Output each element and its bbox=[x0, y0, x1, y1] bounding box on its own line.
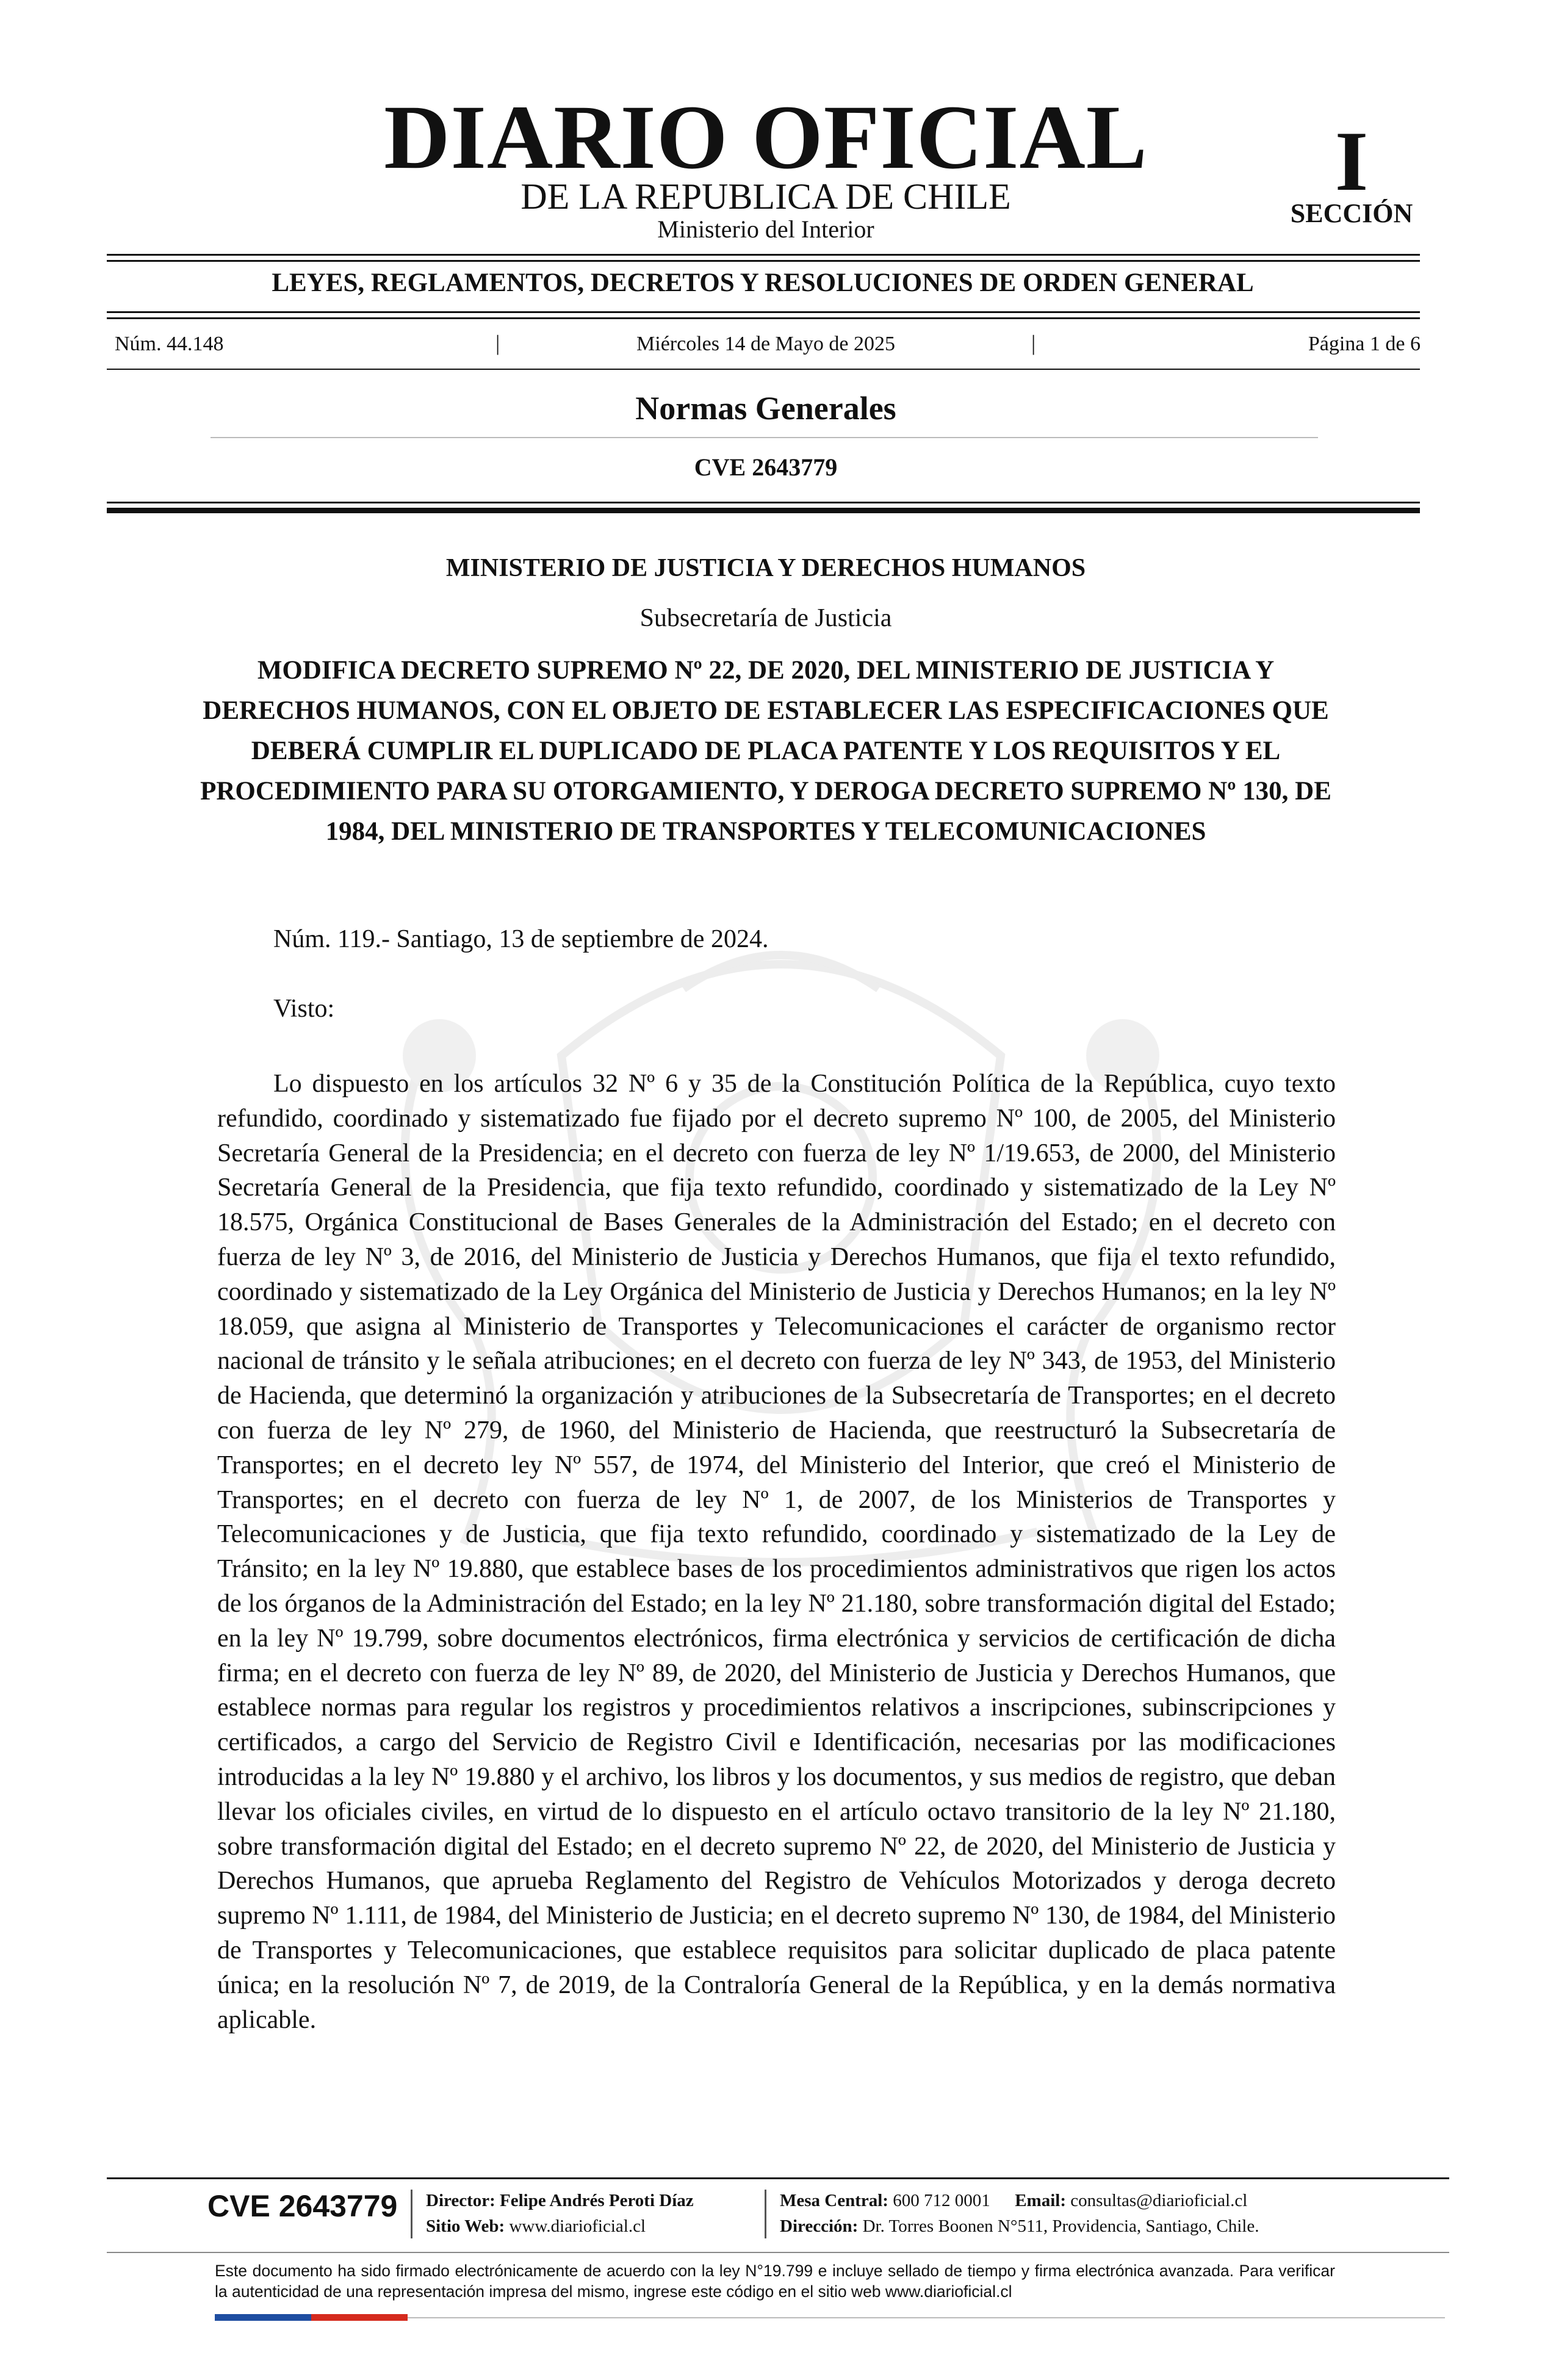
mesa-label: Mesa Central: bbox=[780, 2191, 888, 2210]
masthead-subtitle: DE LA REPUBLICA DE CHILE bbox=[520, 176, 1011, 217]
section-numeral: I bbox=[1334, 114, 1369, 209]
footer-rule-lower bbox=[107, 2252, 1449, 2253]
banner-rule-top bbox=[107, 311, 1420, 313]
website-link[interactable]: www.diarioficial.cl bbox=[509, 2216, 646, 2236]
footer-separator bbox=[765, 2190, 766, 2238]
meta-rule bbox=[107, 369, 1420, 370]
visto-heading: Visto: bbox=[273, 995, 335, 1023]
decree-reference: Núm. 119.- Santiago, 13 de septiembre de 2024. bbox=[273, 925, 769, 953]
category-heading: Normas Generales bbox=[635, 390, 896, 427]
director-label: Director: bbox=[426, 2191, 495, 2210]
footer-address bbox=[780, 2218, 1259, 2235]
address-value: Dr. Torres Boonen N°511, Providencia, Santiago, Chile. bbox=[862, 2216, 1259, 2236]
footer-website bbox=[426, 2218, 646, 2235]
section-label: SECCIÓN bbox=[1290, 198, 1413, 228]
signature-disclaimer: Este documento ha sido firmado electrónicamente de acuerdo con la ley N°19.799 e incluye sellado de tiempo y firma electrónica avanzada. Para verificar la autenticidad de una representación impresa del mismo, ingrese este código en el sitio web www.diarioficial.cl bbox=[215, 2262, 1335, 2301]
page-number: Página 1 de 6 bbox=[1308, 333, 1421, 355]
section-banner: LEYES, REGLAMENTOS, DECRETOS Y RESOLUCIONES DE ORDEN GENERAL bbox=[272, 269, 1254, 297]
meta-separator: | bbox=[1031, 331, 1036, 355]
masthead-rule-top bbox=[107, 254, 1420, 256]
issuing-ministry: MINISTERIO DE JUSTICIA Y DERECHOS HUMANOS bbox=[445, 554, 1086, 582]
subsecretaria: Subsecretaría de Justicia bbox=[639, 604, 892, 632]
meta-separator: | bbox=[495, 331, 500, 355]
director-name: Felipe Andrés Peroti Díaz bbox=[500, 2191, 694, 2210]
address-label: Dirección: bbox=[780, 2216, 859, 2236]
flag-stripe-red bbox=[311, 2314, 408, 2321]
banner-rule-bottom bbox=[107, 317, 1420, 319]
masthead-rule-bottom bbox=[107, 260, 1420, 262]
flag-baseline bbox=[408, 2317, 1445, 2318]
issue-number: Núm. 44.148 bbox=[115, 333, 224, 355]
footer-cve-code: CVE 2643779 bbox=[207, 2189, 398, 2223]
website-label: Sitio Web: bbox=[426, 2216, 505, 2236]
mesa-phone: 600 712 0001 bbox=[893, 2191, 990, 2210]
category-underline bbox=[211, 437, 1318, 438]
footer-contact bbox=[780, 2192, 1247, 2210]
header-rule-top bbox=[107, 502, 1420, 503]
header-rule-bottom bbox=[107, 508, 1420, 513]
visto-paragraph: Lo dispuesto en los artículos 32 Nº 6 y 35 de la Constitución Política de la República, cuyo texto refundido, coordinado y sistematizado fue fijado por el decreto supremo Nº 100, de 2005, del Ministerio Secretaría General de la Presidencia; en el decreto con fuerza de ley Nº 1/19.653, de 2000, del Ministerio Secretaría General de la Presidencia, que fija texto refundido, coordinado y sistematizado de la Ley Nº 18.575, Orgánica Constitucional de Bases Generales de la Administración del Estado; en el decreto con fuerza de ley Nº 3, de 2016, del Ministerio de Justicia y Derechos Humanos, que fija el texto refundido, coordinado y sistematizado de la Ley Orgánica del Ministerio de Justicia y Derechos Humanos; en la ley Nº 18.059, que asigna al Ministerio de Transportes y Telecomunicaciones el carácter de organismo rector nacional de tránsito y le señala atribuciones; en el decreto con fuerza de ley Nº 343, de 1953, del Ministerio de Hacienda, que determinó la organización y atribuciones de la Subsecretaría de Transportes; en el decreto con fuerza de ley Nº 279, de 1960, del Ministerio de Hacienda, que reestructuró la Subsecretaría de Transportes; en el decreto ley Nº 557, de 1974, del Ministerio del Interior, que creó el Ministerio de Transportes; en el decreto con fuerza de ley Nº 1, de 2007, de los Ministerios de Transportes y Telecomunicaciones y de Justicia, que fija texto refundido, coordinado y sistematizado de la Ley de Tránsito; en la ley Nº 19.880, que establece bases de los procedimientos administrativos que rigen los actos de los órganos de la Administración del Estado; en la ley Nº 21.180, sobre transformación digital del Estado; en la ley Nº 19.799, sobre documentos electrónicos, firma electrónica y servicios de certificación de dicha firma; en el decreto con fuerza de ley Nº 89, de 2020, del Ministerio de Justicia y Derechos Humanos, que establece normas para regular los registros y procedimientos relativos a inscripciones, subinscripciones y certificados, a cargo del Servicio de Registro Civil e Identificación, necesarias por las modificaciones introducidas a la ley Nº 19.880 y el archivo, los libros y los documentos, y sus medios de registro, que deban llevar los oficiales civiles, en virtud de lo dispuesto en el artículo octavo transitorio de la ley Nº 21.180, sobre transformación digital del Estado; en el decreto supremo Nº 22, de 2020, del Ministerio de Justicia y Derechos Humanos, que aprueba Reglamento del Registro de Vehículos Motorizados y deroga decreto supremo Nº 1.111, de 1984, del Ministerio de Justicia; en el decreto supremo Nº 130, de 1984, del Ministerio de Transportes y Telecomunicaciones, que establece requisitos para solicitar duplicado de placa patente única; en la resolución Nº 7, de 2019, de la Contraloría General de la República, y en la demás normativa aplicable. bbox=[217, 1070, 1336, 2034]
email-label: Email: bbox=[1015, 2191, 1066, 2210]
footer-separator bbox=[411, 2190, 412, 2238]
flag-stripe-blue bbox=[215, 2314, 311, 2321]
issue-date: Miércoles 14 de Mayo de 2025 bbox=[636, 333, 895, 355]
email-link[interactable]: consultas@diarioficial.cl bbox=[1070, 2191, 1248, 2210]
masthead-title: DIARIO OFICIAL bbox=[384, 87, 1148, 188]
footer-rule bbox=[107, 2177, 1449, 2179]
cve-code: CVE 2643779 bbox=[694, 453, 838, 481]
footer-director bbox=[426, 2192, 694, 2210]
masthead-ministry: Ministerio del Interior bbox=[657, 215, 874, 243]
decree-title: MODIFICA DECRETO SUPREMO Nº 22, DE 2020, DEL MINISTERIO DE JUSTICIA Y DERECHOS HUMANOS, CON EL OBJETO DE ESTABLECER LAS ESPECIFICACIONES QUE DEBERÁ CUMPLIR EL DUPLICADO DE PLACA PATENTE Y LOS REQUISITOS Y EL PROCEDIMIENTO PARA SU OTORGAMIENTO, Y DEROGA DECRETO SUPREMO Nº 130, DE 1984, DEL MINISTERIO DE TRANSPORTES Y TELECOMUNICACIONES bbox=[200, 656, 1331, 846]
